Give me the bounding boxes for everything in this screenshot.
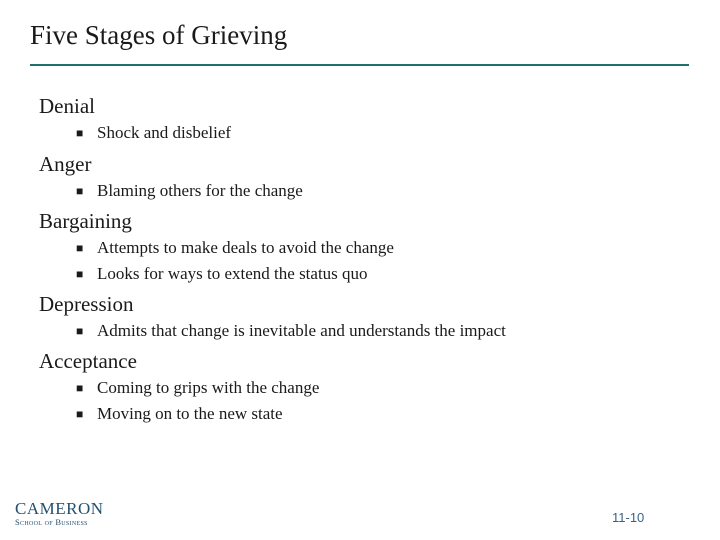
bullet-item <box>39 261 699 287</box>
stage-acceptance <box>39 347 699 427</box>
bullet-text: Shock and disbelief <box>97 123 232 142</box>
stage-label: Depression <box>39 292 134 316</box>
square-bullet-icon: ■ <box>76 267 84 281</box>
bullet-list <box>39 120 699 146</box>
bullet-text: Attempts to make deals to avoid the change <box>97 238 394 257</box>
bullet-text: Coming to grips with the change <box>97 378 320 397</box>
stage-bargaining <box>39 207 699 287</box>
bullet-text: Admits that change is inevitable and understands the impact <box>97 321 506 340</box>
stage-anger <box>39 150 699 204</box>
content-area <box>39 92 699 430</box>
bullet-text: Blaming others for the change <box>97 181 303 200</box>
cameron-logo <box>15 499 104 528</box>
square-bullet-icon: ■ <box>76 184 84 198</box>
logo-subtitle: School of Business <box>15 517 88 527</box>
logo-name: CAMERON <box>15 499 104 518</box>
square-bullet-icon: ■ <box>76 126 84 140</box>
stage-label: Denial <box>39 94 95 118</box>
bullet-item <box>39 178 699 204</box>
square-bullet-icon: ■ <box>76 324 84 338</box>
bullet-list <box>39 178 699 204</box>
slide-title: Five Stages of Grieving <box>30 20 288 50</box>
title-underline <box>30 64 689 66</box>
bullet-item <box>39 401 699 427</box>
square-bullet-icon: ■ <box>76 407 84 421</box>
bullet-text: Looks for ways to extend the status quo <box>97 264 368 283</box>
bullet-text: Moving on to the new state <box>97 404 283 423</box>
stage-label: Anger <box>39 152 92 176</box>
bullet-item <box>39 318 699 344</box>
bullet-list <box>39 375 699 427</box>
stage-depression <box>39 290 699 344</box>
square-bullet-icon: ■ <box>76 241 84 255</box>
page-number: 11-10 <box>612 510 645 525</box>
bullet-item <box>39 120 699 146</box>
stage-label: Bargaining <box>39 209 132 233</box>
stage-denial <box>39 92 699 146</box>
bullet-item <box>39 375 699 401</box>
bullet-list <box>39 318 699 344</box>
square-bullet-icon: ■ <box>76 381 84 395</box>
bullet-list <box>39 235 699 287</box>
bullet-item <box>39 235 699 261</box>
stage-label: Acceptance <box>39 349 137 373</box>
